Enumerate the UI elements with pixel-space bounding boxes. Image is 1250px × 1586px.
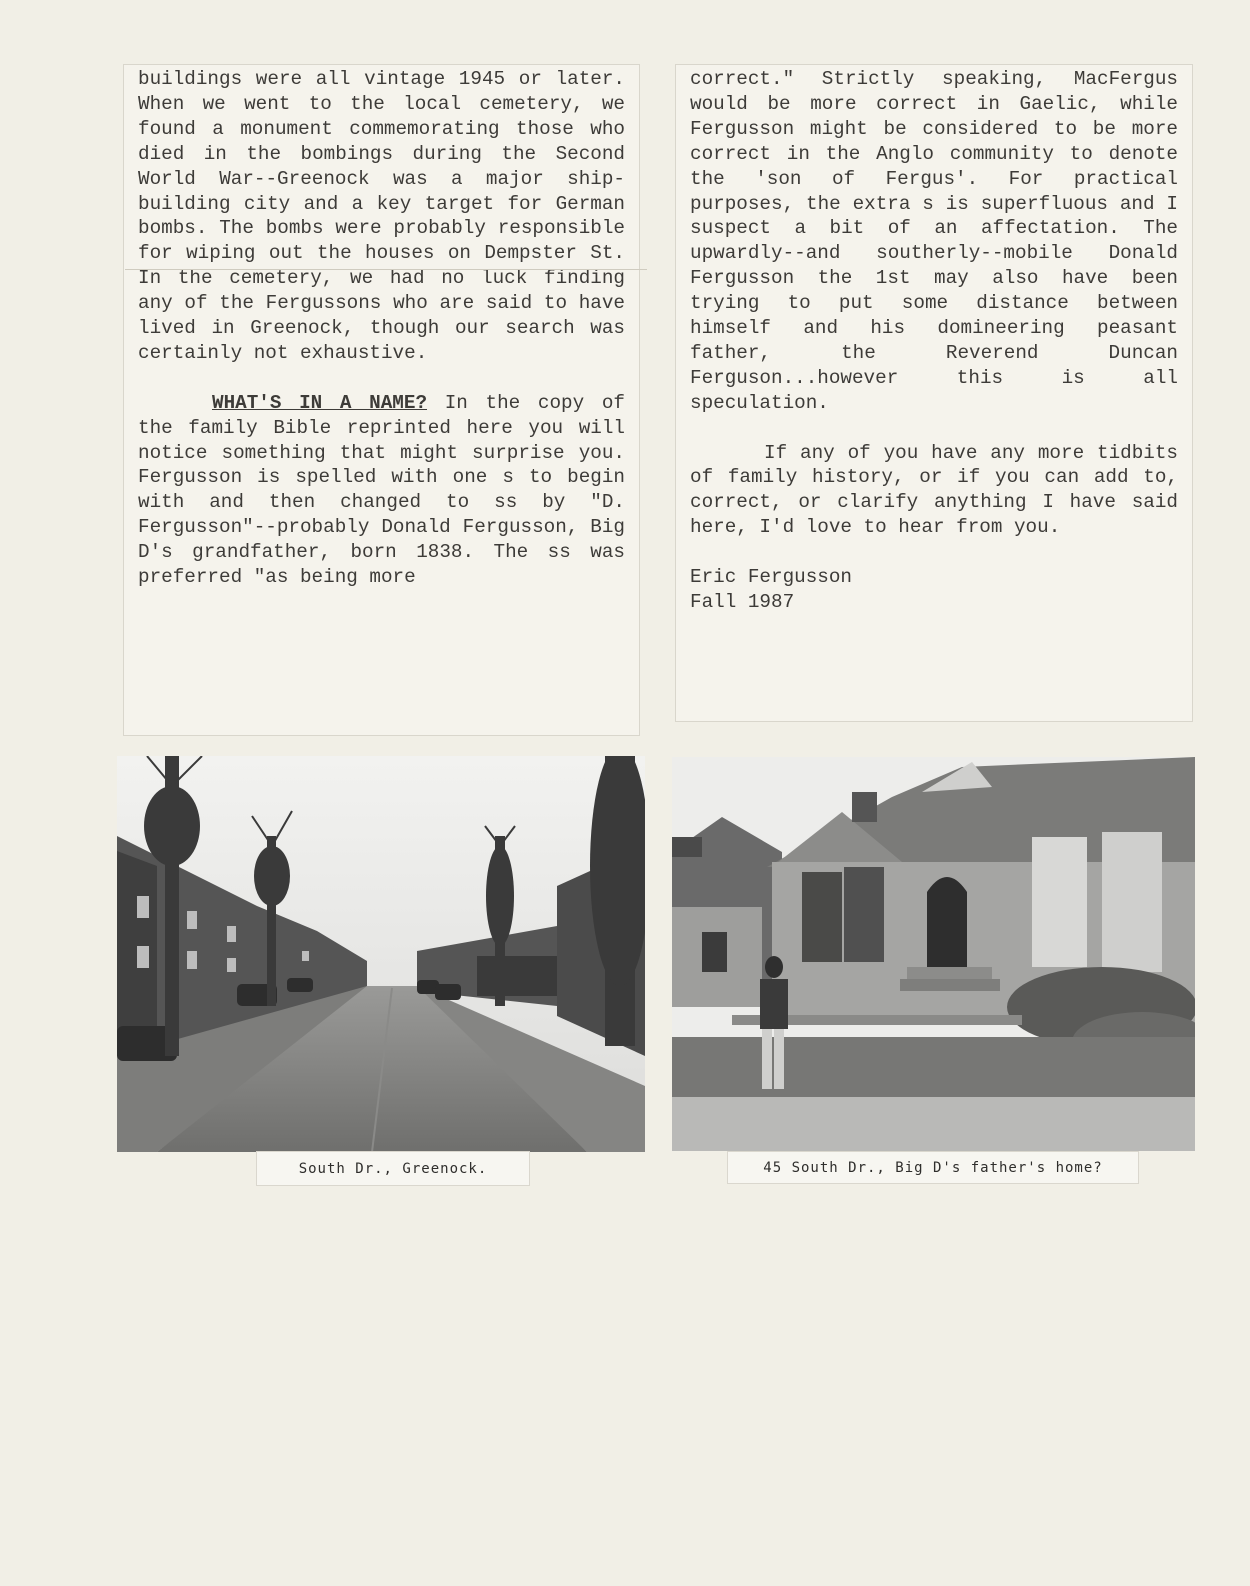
street-photo-caption: South Dr., Greenock. xyxy=(256,1151,530,1186)
clipping-seam xyxy=(125,269,647,270)
house-photo xyxy=(672,757,1195,1151)
house-photo-image xyxy=(672,757,1195,1151)
signature-name: Eric Fergusson xyxy=(690,566,852,589)
right-paragraph-spelling: correct." Strictly speaking, MacFergus would be more correct in Gaelic, while Fergusson might be considered to be more correct in the Anglo community to denote the 'son of Fergus'. For practical purposes, the extra s is superfluous and I suspect a bit of an affectation. The upwardly--and southerly--mobile Donald Fergusson the 1st may also have been trying to put some distance between himself and his domineering peasant father, the Reverend Duncan Ferguson...however this is all speculation. xyxy=(690,68,1178,414)
section-heading: WHAT'S IN A NAME? xyxy=(212,391,428,414)
signature-date: Fall 1987 xyxy=(690,591,795,613)
street-photo-image xyxy=(117,756,645,1152)
right-text-clipping xyxy=(675,64,1193,722)
left-paragraph-bombings: buildings were all vintage 1945 or later. When we went to the local cemetery, we found a monument commemorating those who died in the bombings during the Second World War--Greenock was a major ship- building city and a key target for German bombs. The bombs were probably responsible for wiping out the houses on Dempster St. In the cemetery, we had no luck finding any of the Fergussons who are said to have lived in Greenock, though our search was certainly not exhaustive. xyxy=(138,68,625,364)
right-column-text xyxy=(676,65,1192,615)
left-column-text xyxy=(124,65,639,590)
right-paragraph-request: If any of you have any more tidbits of family history, or if you can add to, correct, or clarify anything I have said here, I'd love to hear from you. xyxy=(690,441,1178,539)
left-paragraph-name-text: In the copy of the family Bible reprinted here you will notice something that might surprise you. Fergusson is spelled with one s to begin with and then changed to ss by "D. Fergusson"--probably Donald Fergusson, Big D's grandfather, born 1838. The ss was preferred "as being more xyxy=(138,391,626,589)
street-photo xyxy=(117,756,645,1152)
left-text-clipping xyxy=(123,64,640,736)
left-paragraph-name xyxy=(138,391,625,590)
house-photo-caption: 45 South Dr., Big D's father's home? xyxy=(727,1151,1139,1184)
